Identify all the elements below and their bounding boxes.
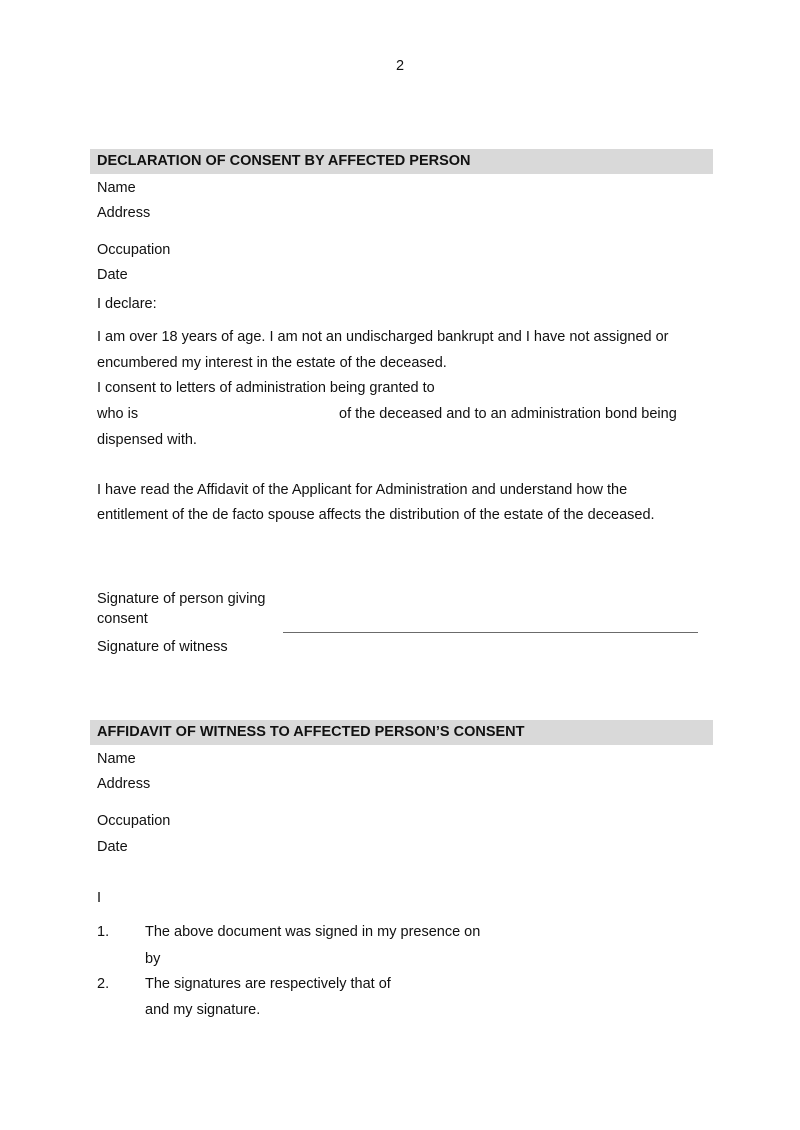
declaration-paragraph1-line2: encumbered my interest in the estate of the deceased.: [97, 355, 447, 371]
declaration-date-label: Date: [97, 267, 128, 283]
declare-label: I declare:: [97, 296, 157, 312]
affidavit-date-label: Date: [97, 839, 128, 855]
item-1-line2: by: [145, 951, 161, 967]
affidavit-occupation-label: Occupation: [97, 813, 171, 829]
affidavit-i-label: I: [97, 890, 102, 906]
affidavit-address-label: Address: [97, 776, 151, 792]
item-1-number: 1.: [97, 924, 110, 940]
affidavit-heading: AFFIDAVIT OF WITNESS TO AFFECTED PERSON’S CONSENT: [90, 720, 713, 745]
declaration-name-label: Name: [97, 180, 136, 196]
signature-line: [283, 632, 698, 633]
declaration-paragraph2-line2: entitlement of the de facto spouse affects the distribution of the estate of the deceased.: [97, 507, 655, 523]
who-is-text: who is: [97, 406, 139, 422]
signature-witness-label: Signature of witness: [97, 639, 228, 655]
page-number: 2: [395, 58, 405, 74]
item-2-number: 2.: [97, 976, 110, 992]
declaration-address-label: Address: [97, 205, 151, 221]
relation-tail-text: of the deceased and to an administration bond being: [339, 406, 677, 422]
item-2-line2: and my signature.: [145, 1002, 261, 1018]
affidavit-name-label: Name: [97, 751, 136, 767]
declaration-occupation-label: Occupation: [97, 242, 171, 258]
signature-consent-label-line2: consent: [97, 611, 148, 627]
declaration-paragraph1-line1: I am over 18 years of age. I am not an undischarged bankrupt and I have not assigned or: [97, 329, 669, 345]
signature-consent-label-line1: Signature of person giving: [97, 591, 266, 607]
declaration-heading: DECLARATION OF CONSENT BY AFFECTED PERSON: [90, 149, 713, 174]
item-2-line1: The signatures are respectively that of: [145, 976, 391, 992]
dispensed-text: dispensed with.: [97, 432, 197, 448]
consent-line: I consent to letters of administration being granted to: [97, 380, 435, 396]
declaration-paragraph2-line1: I have read the Affidavit of the Applicant for Administration and understand how the: [97, 482, 628, 498]
item-1-line1: The above document was signed in my presence on: [145, 924, 481, 940]
